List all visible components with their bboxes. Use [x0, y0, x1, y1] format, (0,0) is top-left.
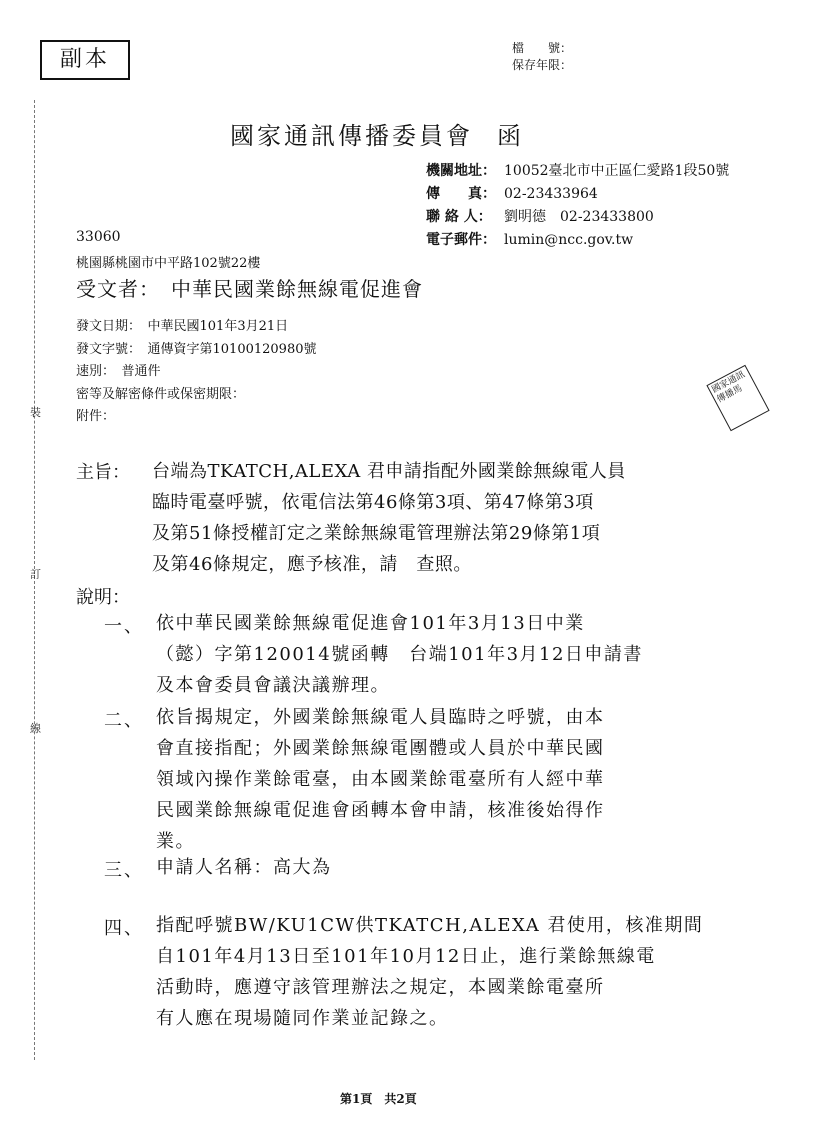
- explanation-item-number: 一、: [104, 616, 144, 637]
- delivery-speed: 速別： 普通件: [76, 364, 161, 379]
- explanation-item-text: [156, 702, 605, 857]
- recipient-address: 桃園縣桃園市中平路102號22樓: [76, 256, 261, 271]
- explanation-line: 依中華民國業餘無線電促進會101年3月13日中業: [156, 613, 585, 634]
- sender-email: lumin@ncc.gov.tw: [504, 232, 634, 248]
- recipient: 受文者： 中華民國業餘無線電促進會: [76, 277, 423, 301]
- address-label: 機關地址：: [426, 163, 496, 179]
- sender-info: [426, 160, 729, 252]
- sender-fax: 02-23433964: [504, 186, 598, 202]
- explanation-line: 業。: [156, 831, 195, 852]
- binding-mark-ding: 訂: [30, 568, 41, 581]
- copy-stamp: 副本: [40, 40, 130, 80]
- email-label: 電子郵件：: [426, 232, 496, 248]
- subject-text: [152, 456, 626, 580]
- explanation-item-text: [156, 910, 703, 1034]
- subject-line: 臨時電臺呼號，依電信法第46條第3項、第47條第3項: [152, 492, 594, 513]
- subject-line: 及第46條規定，應予核准，請 查照。: [152, 554, 472, 575]
- explanation-item-number: 三、: [104, 860, 144, 881]
- contact-label: 聯 絡 人：: [426, 209, 492, 225]
- explanation-label: 說明：: [76, 587, 130, 608]
- file-number-field: 檔 號：: [512, 41, 573, 55]
- sender-contact-row: [426, 206, 729, 229]
- explanation-line: 有人應在現場隨同作業並記錄之。: [156, 1008, 449, 1029]
- explanation-line: 申請人名稱：高大為: [156, 857, 332, 878]
- explanation-item-text: [156, 852, 332, 883]
- issuing-organization: 國家通訊傳播委員會: [230, 122, 473, 150]
- binding-mark-zhuang: 裝: [30, 406, 41, 419]
- page-footer: 第1頁 共2頁: [340, 1092, 417, 1106]
- explanation-item-number: 二、: [104, 710, 144, 731]
- explanation-item-text: [156, 608, 643, 701]
- explanation-line: 依旨揭規定，外國業餘無線電人員臨時之呼號，由本: [156, 707, 605, 728]
- retention-field: 保存年限：: [512, 58, 573, 72]
- document-title: [230, 116, 524, 151]
- secrecy-level: 密等及解密條件或保密期限：: [76, 386, 246, 402]
- sender-contact: 劉明德 02-23433800: [504, 209, 654, 225]
- issue-date: 發文日期： 中華民國101年3月21日: [76, 319, 289, 334]
- sender-address-row: [426, 160, 729, 183]
- file-info: [512, 40, 572, 74]
- explanation-line: 指配呼號BW/KU1CW供TKATCH,ALEXA 君使用，核准期間: [156, 915, 704, 936]
- explanation-line: 活動時，應遵守該管理辦法之規定，本國業餘電臺所: [156, 977, 605, 998]
- recipient-zip: 33060: [76, 229, 121, 245]
- explanation-line: 自101年4月13日至101年10月12日止，進行業餘無線電: [156, 946, 656, 967]
- sender-email-row: [426, 229, 729, 252]
- sender-fax-row: [426, 183, 729, 206]
- receipt-stamp: 國家通訊傳播馬: [706, 365, 769, 432]
- document-number: 發文字號： 通傳資字第10100120980號: [76, 341, 317, 357]
- explanation-item-number: 四、: [104, 918, 144, 939]
- explanation-line: 領域內操作業餘電臺，由本國業餘電臺所有人經中華: [156, 769, 605, 790]
- explanation-line: 會直接指配；外國業餘無線電團體或人員於中華民國: [156, 738, 605, 759]
- document-meta: [76, 316, 316, 429]
- subject-line: 及第51條授權訂定之業餘無線電管理辦法第29條第1項: [152, 523, 601, 544]
- explanation-line: 民國業餘無線電促進會函轉本會申請，核准後始得作: [156, 800, 605, 821]
- attachment: 附件：: [76, 409, 116, 424]
- subject-label: 主旨：: [76, 462, 130, 483]
- binding-mark-xian: 線: [30, 722, 41, 735]
- explanation-line: 及本會委員會議決議辦理。: [156, 675, 390, 696]
- document-type: 函: [497, 122, 524, 150]
- subject-line: 台端為TKATCH,ALEXA 君申請指配外國業餘無線電人員: [152, 461, 626, 482]
- explanation-line: （懿）字第120014號函轉 台端101年3月12日申請書: [156, 644, 643, 665]
- fax-label: 傳 真：: [426, 186, 496, 202]
- sender-address: 10052臺北市中正區仁愛路1段50號: [504, 163, 730, 179]
